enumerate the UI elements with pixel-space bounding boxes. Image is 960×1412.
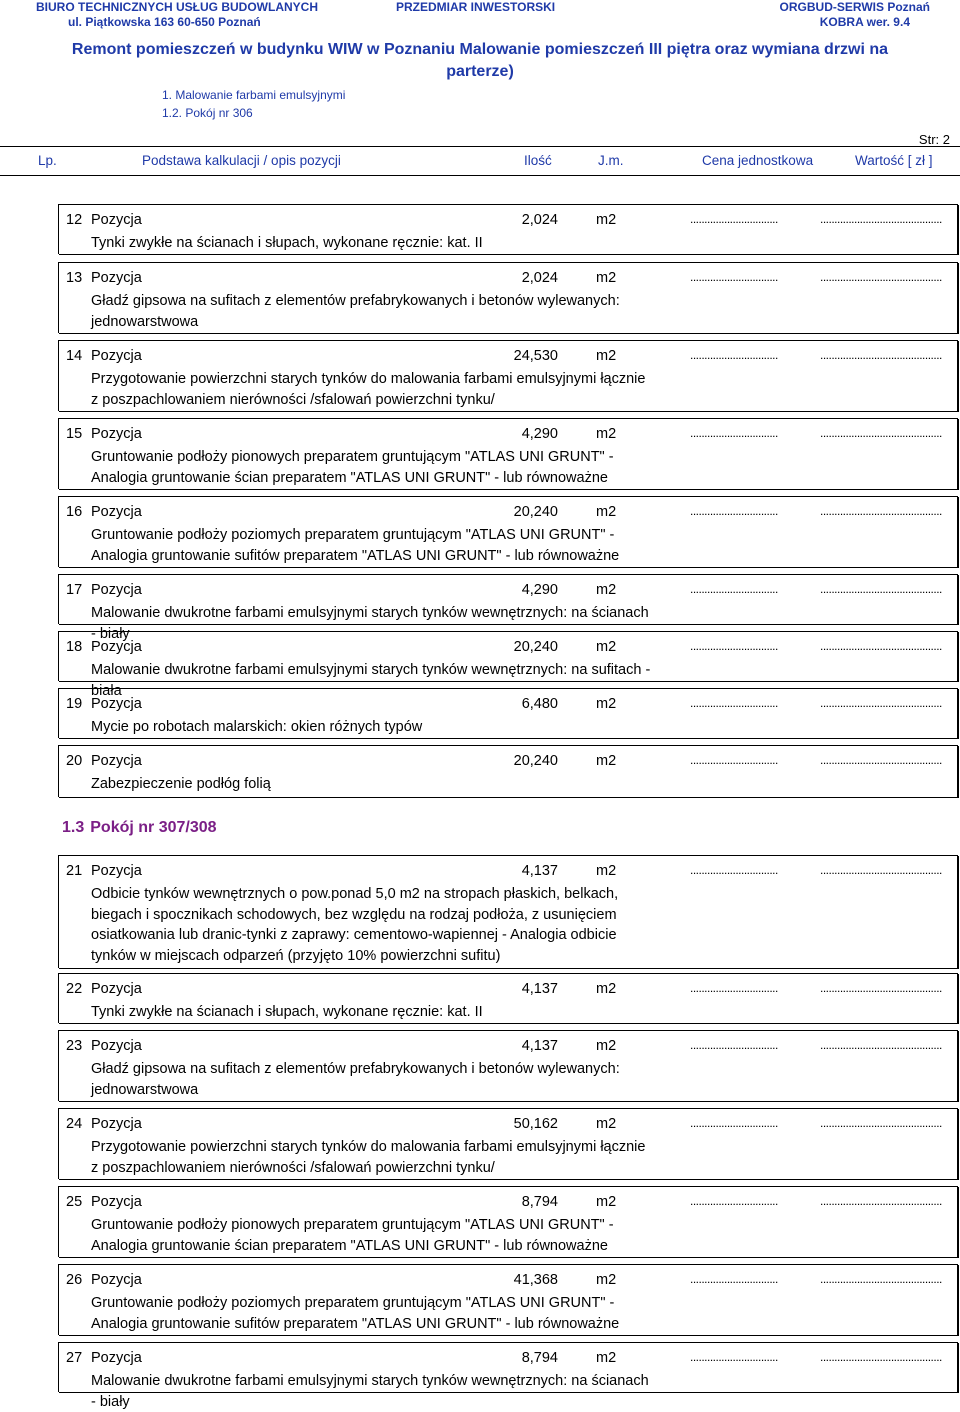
- item-quantity: 50,162: [513, 1116, 558, 1132]
- item-label: Pozycja: [91, 1272, 142, 1288]
- table-row: [58, 340, 958, 411]
- item-description: Malowanie dwukrotne farbami emulsyjnymi starych tynków wewnętrznych: na ścianach - biały: [91, 1373, 649, 1410]
- page-number: Str: 2: [918, 132, 950, 147]
- table-row: [58, 204, 958, 254]
- item-description: Gładź gipsowa na sufitach z elementów prefabrykowanych i betonów wylewanych: jednowarstwowa: [91, 293, 620, 330]
- item-description: Malowanie dwukrotne farbami emulsyjnymi starych tynków wewnętrznych: na sufitach - biała: [91, 662, 651, 699]
- table-row: [58, 1264, 958, 1335]
- breadcrumb-room: 1.2. Pokój nr 306: [162, 106, 253, 120]
- table-row: [58, 262, 958, 333]
- value-placeholder: ...........................................: [820, 639, 942, 653]
- item-label: Pozycja: [91, 1350, 142, 1366]
- value-placeholder: ...........................................: [820, 426, 942, 440]
- col-lp: Lp.: [38, 153, 57, 168]
- section-number: 1.3: [62, 819, 85, 836]
- table-row: [58, 496, 958, 567]
- unit-price-placeholder: ...............................: [690, 426, 778, 440]
- document-type: PRZEDMIAR INWESTORSKI: [396, 0, 556, 14]
- table-row: [58, 855, 958, 968]
- item-number: 19: [66, 696, 83, 712]
- item-number: 25: [66, 1194, 83, 1210]
- item-label: Pozycja: [91, 1116, 142, 1132]
- item-number: 26: [66, 1272, 83, 1288]
- item-description: Gruntowanie podłoży pionowych preparatem gruntującym "ATLAS UNI GRUNT" - Analogia gruntowanie ścian preparatem "ATLAS UNI GRUNT" - lub równoważne: [91, 1217, 614, 1254]
- column-header-row: [0, 146, 960, 176]
- item-label: Pozycja: [91, 348, 142, 364]
- item-description: Gruntowanie podłoży poziomych preparatem gruntującym "ATLAS UNI GRUNT" - Analogia gruntowanie sufitów preparatem "ATLAS UNI GRUNT" - lub równoważne: [91, 1295, 620, 1332]
- value-placeholder: ...........................................: [820, 753, 942, 767]
- item-number: 23: [66, 1038, 83, 1054]
- unit-price-placeholder: ...............................: [690, 863, 778, 877]
- item-description: Gładź gipsowa na sufitach z elementów prefabrykowanych i betonów wylewanych: jednowarstwowa: [91, 1061, 620, 1098]
- table-row: [58, 1030, 958, 1101]
- unit-price-placeholder: ...............................: [690, 270, 778, 284]
- item-unit: m2: [596, 1350, 617, 1366]
- unit-price-placeholder: ...............................: [690, 639, 778, 653]
- item-number: 18: [66, 639, 83, 655]
- item-unit: m2: [596, 981, 617, 997]
- item-description: Gruntowanie podłoży pionowych preparatem gruntującym "ATLAS UNI GRUNT" - Analogia gruntowanie ścian preparatem "ATLAS UNI GRUNT" - lub równoważne: [91, 449, 614, 486]
- item-unit: m2: [596, 639, 617, 655]
- section-heading: [62, 819, 217, 837]
- item-label: Pozycja: [91, 1038, 142, 1054]
- col-value: Wartość [ zł ]: [855, 153, 933, 168]
- table-row: [58, 1108, 958, 1179]
- software-version: KOBRA wer. 9.4: [819, 15, 910, 29]
- item-unit: m2: [596, 1116, 617, 1132]
- item-quantity: 2,024: [521, 212, 558, 228]
- item-description: Malowanie dwukrotne farbami emulsyjnymi starych tynków wewnętrznych: na ścianach - biały: [91, 605, 649, 642]
- item-label: Pozycja: [91, 696, 142, 712]
- item-unit: m2: [596, 426, 617, 442]
- item-quantity: 20,240: [513, 753, 558, 769]
- company-address: ul. Piątkowska 163 60-650 Poznań: [68, 15, 261, 29]
- item-quantity: 6,480: [521, 696, 558, 712]
- item-number: 27: [66, 1350, 83, 1366]
- value-placeholder: ...........................................: [820, 981, 942, 995]
- unit-price-placeholder: ...............................: [690, 981, 778, 995]
- item-number: 14: [66, 348, 83, 364]
- item-unit: m2: [596, 1038, 617, 1054]
- item-number: 12: [66, 212, 83, 228]
- col-qty: Ilość: [524, 153, 552, 168]
- item-number: 20: [66, 753, 83, 769]
- table-row: [58, 574, 958, 642]
- item-quantity: 4,137: [521, 1038, 558, 1054]
- unit-price-placeholder: ...............................: [690, 1038, 778, 1052]
- item-unit: m2: [596, 1272, 617, 1288]
- item-number: 21: [66, 863, 83, 879]
- item-label: Pozycja: [91, 426, 142, 442]
- item-unit: m2: [596, 696, 617, 712]
- item-number: 13: [66, 270, 83, 286]
- unit-price-placeholder: ...............................: [690, 212, 778, 226]
- item-description: Przygotowanie powierzchni starych tynków do malowania farbami emulsyjnymi łącznie z poszpachlowaniem nierówności /sfalowań powierzchni tynku/: [91, 1139, 646, 1176]
- item-label: Pozycja: [91, 582, 142, 598]
- item-number: 17: [66, 582, 83, 598]
- item-number: 22: [66, 981, 83, 997]
- item-quantity: 4,290: [521, 426, 558, 442]
- breadcrumb-chapter: 1. Malowanie farbami emulsyjnymi: [162, 88, 346, 102]
- value-placeholder: ...........................................: [820, 863, 942, 877]
- item-description: Gruntowanie podłoży poziomych preparatem gruntującym "ATLAS UNI GRUNT" - Analogia gruntowanie sufitów preparatem "ATLAS UNI GRUNT" - lub równoważne: [91, 527, 620, 564]
- unit-price-placeholder: ...............................: [690, 1194, 778, 1208]
- item-quantity: 20,240: [513, 639, 558, 655]
- item-label: Pozycja: [91, 981, 142, 997]
- item-description: Odbicie tynków wewnętrznych o pow.ponad 5,0 m2 na stropach płaskich, belkach, biegach i spocznikach schodowych, bez względu na rodzaj podłoża, z usunięciem osiatkowania lub dranic-tynki z zaprawy: cementowo-wapiennej - Analogia odbicie tynków w miejscach odparzeń (przyjęto 10% powierzchni sufitu): [91, 886, 619, 964]
- col-unit: J.m.: [598, 153, 624, 168]
- item-unit: m2: [596, 863, 617, 879]
- item-quantity: 4,137: [521, 863, 558, 879]
- item-unit: m2: [596, 212, 617, 228]
- item-quantity: 20,240: [513, 504, 558, 520]
- item-unit: m2: [596, 753, 617, 769]
- unit-price-placeholder: ...............................: [690, 504, 778, 518]
- unit-price-placeholder: ...............................: [690, 348, 778, 362]
- item-label: Pozycja: [91, 1194, 142, 1210]
- item-unit: m2: [596, 348, 617, 364]
- item-quantity: 2,024: [521, 270, 558, 286]
- value-placeholder: ...........................................: [820, 504, 942, 518]
- item-label: Pozycja: [91, 639, 142, 655]
- unit-price-placeholder: ...............................: [690, 1272, 778, 1286]
- item-number: 16: [66, 504, 83, 520]
- table-row: [58, 418, 958, 489]
- table-row: [58, 1186, 958, 1257]
- item-unit: m2: [596, 270, 617, 286]
- table-row: [58, 631, 958, 699]
- item-unit: m2: [596, 504, 617, 520]
- item-label: Pozycja: [91, 863, 142, 879]
- unit-price-placeholder: ...............................: [690, 753, 778, 767]
- company-name: BIURO TECHNICZNYCH USŁUG BUDOWLANYCH: [36, 0, 318, 14]
- item-quantity: 4,290: [521, 582, 558, 598]
- item-description: Mycie po robotach malarskich: okien różnych typów: [91, 719, 423, 735]
- organization-name: ORGBUD-SERWIS Poznań: [779, 0, 930, 14]
- value-placeholder: ...........................................: [820, 1116, 942, 1130]
- item-description: Tynki zwykłe na ścianach i słupach, wykonane ręcznie: kat. II: [91, 235, 483, 251]
- table-row: [58, 745, 958, 797]
- item-label: Pozycja: [91, 270, 142, 286]
- item-description: Tynki zwykłe na ścianach i słupach, wykonane ręcznie: kat. II: [91, 1004, 483, 1020]
- item-quantity: 24,530: [513, 348, 558, 364]
- value-placeholder: ...........................................: [820, 1038, 942, 1052]
- item-label: Pozycja: [91, 212, 142, 228]
- col-basis: Podstawa kalkulacji / opis pozycji: [142, 153, 341, 168]
- value-placeholder: ...........................................: [820, 270, 942, 284]
- unit-price-placeholder: ...............................: [690, 696, 778, 710]
- item-number: 24: [66, 1116, 83, 1132]
- value-placeholder: ...........................................: [820, 696, 942, 710]
- item-unit: m2: [596, 1194, 617, 1210]
- item-quantity: 41,368: [513, 1272, 558, 1288]
- col-price: Cena jednostkowa: [702, 153, 814, 168]
- item-quantity: 4,137: [521, 981, 558, 997]
- value-placeholder: ...........................................: [820, 1272, 942, 1286]
- table-row: [58, 1342, 958, 1410]
- section-title: Pokój nr 307/308: [90, 819, 217, 836]
- unit-price-placeholder: ...............................: [690, 582, 778, 596]
- unit-price-placeholder: ...............................: [690, 1116, 778, 1130]
- item-quantity: 8,794: [521, 1194, 558, 1210]
- item-description: Zabezpieczenie podłóg folią: [91, 776, 271, 792]
- document-title: Remont pomieszczeń w budynku WIW w Poznaniu Malowanie pomieszczeń III piętra oraz wymiana drzwi na parterze): [71, 41, 889, 80]
- item-label: Pozycja: [91, 753, 142, 769]
- item-number: 15: [66, 426, 83, 442]
- item-label: Pozycja: [91, 504, 142, 520]
- item-quantity: 8,794: [521, 1350, 558, 1366]
- item-unit: m2: [596, 582, 617, 598]
- table-row: [58, 973, 958, 1023]
- value-placeholder: ...........................................: [820, 1194, 942, 1208]
- value-placeholder: ...........................................: [820, 1350, 942, 1364]
- value-placeholder: ...........................................: [820, 582, 942, 596]
- value-placeholder: ...........................................: [820, 212, 942, 226]
- table-row: [58, 688, 958, 738]
- item-description: Przygotowanie powierzchni starych tynków do malowania farbami emulsyjnymi łącznie z poszpachlowaniem nierówności /sfalowań powierzchni tynku/: [91, 371, 646, 408]
- unit-price-placeholder: ...............................: [690, 1350, 778, 1364]
- value-placeholder: ...........................................: [820, 348, 942, 362]
